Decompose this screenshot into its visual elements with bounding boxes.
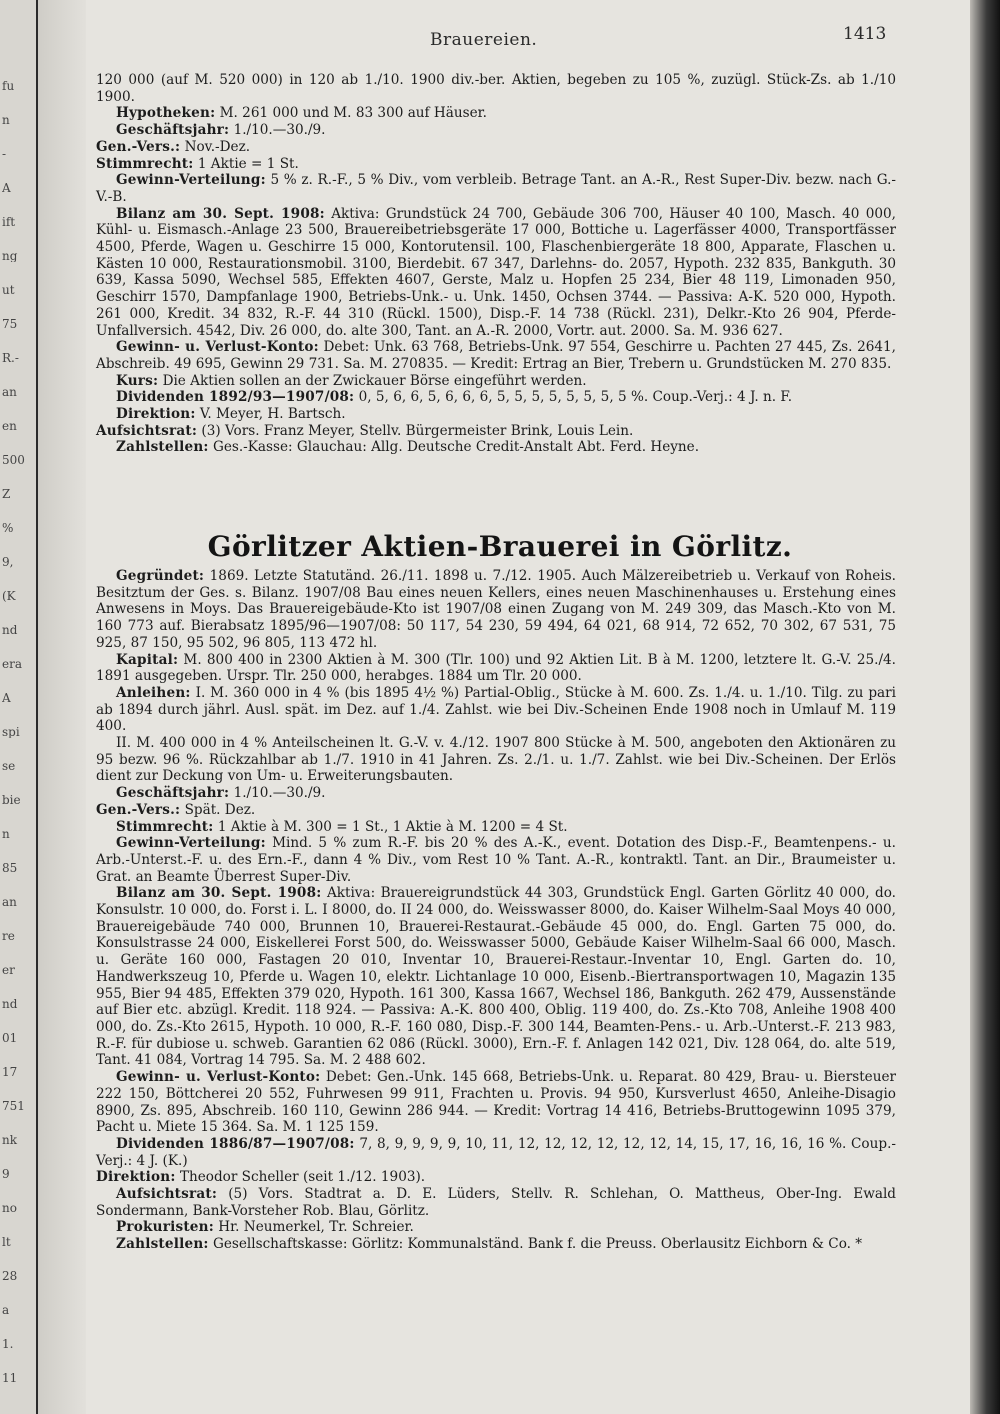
entry-paragraph [96, 122, 896, 139]
entry-paragraph [96, 1236, 896, 1253]
field-text: Theodor Scheller (seit 1./12. 1903). [179, 1169, 426, 1186]
left-page-fragment: ut [2, 284, 15, 296]
field-label: Gen.-Vers.: [96, 138, 181, 155]
field-text: (5) Vors. Stadtrat a. D. E. Lüders, Stellv. R. Schlehan, O. Mattheus, Ober-Ing. Ewald Sondermann, Bank-Vorsteher Rob. Blau, Görlitz. [96, 1186, 896, 1219]
field-text: M. 800 400 in 2300 Aktien à M. 300 (Tlr. 100) und 92 Aktien Lit. B à M. 1200, letztere lt. G.-V. 25./4. 1891 ausgegeben. Urspr. Tlr. 250 000, herabges. 1884 um Tlr. 20 000. [96, 651, 896, 685]
entry-paragraph [96, 1219, 896, 1236]
left-page-fragment: n [2, 828, 10, 840]
page-gutter [38, 0, 86, 1414]
field-label: Zahlstellen: [116, 1236, 209, 1253]
field-label: Direktion: [96, 1169, 176, 1186]
field-label: Stimmrecht: [116, 818, 214, 835]
field-label: Prokuristen: [116, 1219, 214, 1236]
field-text: I. M. 360 000 in 4 % (bis 1895 4½ %) Partial-Oblig., Stücke à M. 600. Zs. 1./4. u. 1./10. Tilg. zu pari ab 1894 durch jährl. Ausl. spät. im Dez. auf 1./4. Zahlst. wie bei Div.-Scheinen Ende 1908 noch in Umlauf M. 119 400. [96, 684, 896, 735]
field-text: Debet: Unk. 63 768, Betriebs-Unk. 97 554, Geschirre u. Pachten 27 445, Zs. 2641, Abschreib. 49 695, Gewinn 29 731. Sa. M. 270835. — Kredit: Ertrag an Bier, Trebern u. Grundstücken M. 270 835. [96, 339, 896, 372]
field-text: Aktiva: Brauereigrundstück 44 303, Grundstück Engl. Garten Görlitz 40 000, do. Konsulstr. 10 000, do. Forst i. L. I 8000, do. II 24 000, do. Weisswasser 8000, do. Kaiser Wilhelm-Saal Moys 40 000, Brauereigebäude 740 000, Brunnen 10, Brauerei-Restaurat.-Gebäude 45 000, do. Engl. Garten 75 000, do. Konsulstrasse 24 000, Eiskellerei Forst 500, do. Weisswasser 5000, Gebäude Kaiser Wilhelm-Saal 66 000, Masch. u. Geräte 160 000, Fastagen 20 010, Inventar 10, Brauerei-Restaur.-Inventar 10, Engl. Garten do. 10, Handwerkszeug 10, Pferde u. Wagen 10, elektr. Lichtanlage 10 000, Eisenb.-Biertransportwagen 10, Magazin 135 955, Bier 94 485, Effekten 379 020, Hypoth. 161 300, Kassa 1667, Wechsel 186, Bankguth. 262 479, Aussenstände auf Bier etc. abzügl. Kredit. 118 924. — Passiva: A.-K. 800 400, Oblig. 119 400, do. Zs.-Kto 708, Anleihe 1908 400 000, do. Zs.-Kto 2615, Hypoth. 10 000, R.-F. 160 080, Disp.-F. 300 144, Beamten-Pens.- u. Arb.-Unterst.-F. 213 983, R.-F. für dubiose u. schweb. Garantien 62 086 (Rückl. 3000), Ern.-F. f. Anlagen 142 021, Div. 128 064, do. alte 519, Tant. 41 084, Vortrag 14 795. Sa. M. 2 488 602. [96, 885, 896, 1069]
left-page-fragment: en [2, 420, 17, 432]
entry-paragraph [96, 206, 896, 340]
left-page-fragment: a [2, 1304, 10, 1316]
field-label: Bilanz am 30. Sept. 1908: [116, 885, 322, 902]
field-label: Hypotheken: [116, 105, 216, 122]
entry-paragraph [96, 568, 896, 652]
entry-paragraph [96, 139, 896, 156]
left-page-fragment: nk [2, 1134, 17, 1146]
field-text: 1 Aktie = 1 St. [197, 155, 299, 172]
entry-paragraph [96, 685, 896, 735]
field-text: M. 261 000 und M. 83 300 auf Häuser. [219, 105, 487, 122]
field-label: Dividenden 1892/93—1907/08: [116, 389, 355, 406]
field-text: Gesellschaftskasse: Görlitz: Kommunalständ. Bank f. die Preuss. Oberlausitz Eichborn & Co. * [212, 1236, 863, 1253]
entry-paragraph [96, 819, 896, 836]
entry-paragraph [96, 423, 896, 440]
previous-company-entry [96, 72, 896, 456]
field-text: Spät. Dez. [184, 801, 256, 818]
field-label: Kapital: [116, 651, 179, 668]
page-number: 1413 [843, 24, 887, 44]
left-page-fragment: 85 [2, 862, 18, 874]
entry-paragraph [96, 156, 896, 173]
field-label: Gewinn-Verteilung: [116, 172, 266, 189]
left-page-fragment: 1. [2, 1338, 14, 1350]
entry-paragraph [96, 885, 896, 1069]
running-head: Brauereien. [430, 30, 538, 50]
entry-paragraph [96, 1136, 896, 1169]
field-label: Geschäftsjahr: [116, 785, 230, 802]
left-page-fragment: no [2, 1202, 17, 1214]
left-page-fragment: R.- [2, 352, 19, 364]
field-label: Zahlstellen: [116, 439, 209, 456]
field-text: Die Aktien sollen an der Zwickauer Börse eingeführt werden. [162, 372, 587, 389]
entry-paragraph [96, 339, 896, 372]
field-label: Anleihen: [116, 684, 191, 701]
left-page-fragment: 17 [2, 1066, 18, 1078]
field-label: Gewinn-Verteilung: [116, 835, 266, 852]
field-label: Gewinn- u. Verlust-Konto: [116, 1069, 321, 1086]
left-page-fragment: 9, [2, 556, 14, 568]
left-page-fragment: % [2, 522, 14, 534]
entry-paragraph [96, 1069, 896, 1136]
field-label: Geschäftsjahr: [116, 122, 230, 139]
field-label: Gen.-Vers.: [96, 801, 181, 818]
company-title: Görlitzer Aktien-Brauerei in Görlitz. [207, 530, 793, 563]
field-text: 0, 5, 6, 6, 5, 6, 6, 6, 5, 5, 5, 5, 5, 5, 5, 5 %. Coup.-Verj.: 4 J. n. F. [358, 389, 793, 406]
entry-paragraph [96, 1186, 896, 1219]
left-page-fragment: 75 [2, 318, 18, 330]
left-page-fragment: ng [2, 250, 18, 262]
field-text: V. Meyer, H. Bartsch. [199, 406, 346, 423]
field-label: Aufsichtsrat: [96, 422, 198, 439]
left-page-fragment: re [2, 930, 15, 942]
left-page-fragment: se [2, 760, 16, 772]
left-page-fragment: 751 [2, 1100, 25, 1112]
left-page-fragment: (K [2, 590, 16, 602]
entry-paragraph [96, 105, 896, 122]
field-text: Mind. 5 % zum R.-F. bis 20 % des A.-K., event. Dotation des Disp.-F., Beamtenpens.- u. Arb.-Unterst.-F. u. des Ern.-F., dann 4 % Div., vom Rest 10 % Tant. A.-R., kontraktl. Tant. an Dir., Braumeister u. Grat. an Beamte Überrest Super-Div. [96, 835, 896, 885]
left-page-fragment: er [2, 964, 15, 976]
left-page-fragment: lt [2, 1236, 11, 1248]
entry-paragraph [96, 406, 896, 423]
field-label: Kurs: [116, 372, 159, 389]
field-text: Ges.-Kasse: Glauchau: Allg. Deutsche Credit-Anstalt Abt. Ferd. Heyne. [212, 439, 700, 456]
left-page-fragment: A [2, 692, 11, 704]
left-page-fragment: fu [2, 80, 15, 92]
field-label: Dividenden 1886/87—1907/08: [116, 1135, 355, 1152]
field-text: (3) Vors. Franz Meyer, Stellv. Bürgermeister Brink, Louis Lein. [201, 422, 634, 439]
left-page-fragment: bie [2, 794, 21, 806]
field-text: 120 000 (auf M. 520 000) in 120 ab 1./10. 1900 div.-ber. Aktien, begeben zu 105 %, zuzügl. Stück-Zs. ab 1./10 1900. [96, 72, 896, 105]
field-text: 5 % z. R.-F., 5 % Div., vom verbleib. Betrage Tant. an A.-R., Rest Super-Div. bezw. nach G.-V.-B. [96, 172, 896, 205]
left-page-fragment: 9 [2, 1168, 10, 1180]
left-page-fragment: era [2, 658, 22, 670]
left-page-fragment: n [2, 114, 10, 126]
left-page-fragment: 28 [2, 1270, 18, 1282]
left-page-fragment: spi [2, 726, 20, 738]
left-page-fragment: nd [2, 624, 18, 636]
entry-paragraph [96, 439, 896, 456]
entry-paragraph [96, 735, 896, 785]
entry-paragraph [96, 802, 896, 819]
page-edge-shadow [970, 0, 1000, 1414]
field-text: Debet: Gen.-Unk. 145 668, Betriebs-Unk. u. Reparat. 80 429, Brau- u. Biersteuer 222 150, Böttcherei 20 552, Fuhrwesen 99 911, Frachten u. Provis. 94 950, Kursverlust 4650, Anleihe-Disagio 8900, Zs. 895, Abschreib. 160 110, Gewinn 286 944. — Kredit: Vortrag 14 416, Betriebs-Bruttogewinn 1095 379, Pacht u. Miete 15 364. Sa. M. 1 125 159. [96, 1069, 896, 1136]
field-text: Nov.-Dez. [184, 138, 251, 155]
entry-paragraph [96, 172, 896, 205]
field-text: Hr. Neumerkel, Tr. Schreier. [218, 1219, 414, 1236]
left-page-fragment: nd [2, 998, 18, 1010]
left-page-fragment: 500 [2, 454, 25, 466]
field-label: Gewinn- u. Verlust-Konto: [116, 339, 319, 356]
field-text: 1 Aktie à M. 300 = 1 St., 1 Aktie à M. 1200 = 4 St. [217, 818, 568, 835]
left-page-fragment: an [2, 896, 17, 908]
entry-paragraph [96, 373, 896, 390]
field-text: 1./10.—30./9. [233, 122, 326, 139]
left-page-fragment: 11 [2, 1372, 18, 1384]
field-text: 1./10.—30./9. [233, 785, 326, 802]
entry-paragraph [96, 389, 896, 406]
field-text: Aktiva: Grundstück 24 700, Gebäude 306 700, Häuser 40 100, Masch. 40 000, Kühl- u. Eismasch.-Anlage 23 500, Brauereibetriebsgeräte 17 000, Bottiche u. Lagerfässer 4000, Transportfässer 4500, Pferde, Wagen u. Geschirre 15 000, Kontorutensil. 100, Flaschenbiergeräte 18 800, Apparate, Flaschen u. Kästen 10 000, Restaurationsmobil. 3100, Bierdebit. 67 347, Darlehns- do. 2057, Hypoth. 232 835, Bankguth. 30 639, Kassa 5090, Wechsel 585, Effekten 4607, Gerste, Malz u. Hopfen 25 234, Bier 48 119, Limonaden 950, Geschirr 1570, Dampfanlage 1900, Betriebs-Unk.- u. Unk. 1450, Ochsen 3744. — Passiva: A-K. 520 000, Hypoth. 261 000, Kredit. 34 832, R.-F. 44 310 (Rückl. 1500), Disp.-F. 14 738 (Rückl. 231), Delkr.-Kto 26 904, Pferde-Unfallversich. 4542, Div. 26 000, do. alte 300, Tant. an A.-R. 2000, Vortr. aut. 2000. Sa. M. 936 627. [96, 205, 896, 339]
left-page-fragment: - [2, 148, 7, 160]
entry-paragraph [96, 72, 896, 105]
field-label: Direktion: [116, 406, 196, 423]
field-label: Aufsichtsrat: [116, 1186, 218, 1203]
field-text: 7, 8, 9, 9, 9, 9, 10, 11, 12, 12, 12, 12, 12, 12, 14, 15, 17, 16, 16, 16 %. Coup.-Verj.: 4 J. (K.) [96, 1135, 896, 1169]
left-page-fragment: ift [2, 216, 16, 228]
entry-paragraph [96, 652, 896, 685]
entry-paragraph [96, 835, 896, 885]
field-text: 1869. Letzte Statutänd. 26./11. 1898 u. 7./12. 1905. Auch Mälzereibetrieb u. Verkauf von Roheis. Besitztum der Ges. s. Bilanz. 1907/08 Bau eines neuen Kellers, eines neuen Maschinenhauses u. Erstehung eines Anwesens in Moys. Das Brauereigebäude-Kto ist 1907/08 einen Zugang von M. 249 309, das Masch.-Kto von M. 160 773 auf. Bierabsatz 1895/96—1907/08: 50 117, 54 230, 59 494, 64 021, 68 914, 72 652, 70 302, 67 531, 75 925, 87 150, 95 502, 96 805, 113 472 hl. [96, 568, 896, 651]
company-entry-goerlitzer [96, 568, 896, 1253]
field-label: Bilanz am 30. Sept. 1908: [116, 205, 325, 222]
left-page-fragment: 01 [2, 1032, 18, 1044]
field-text: II. M. 400 000 in 4 % Anteilscheinen lt. G.-V. v. 4./12. 1907 800 Stücke à M. 500, angeboten den Aktionären zu 95 bezw. 96 %. Rückzahlbar ab 1./7. 1910 in 41 Jahren. Zs. 2./1. u. 1./7. Zahlst. wie bei Div.-Scheinen. Der Erlös dient zur Deckung von Um- u. Erweiterungsbauten. [96, 735, 896, 785]
left-page-fragment: an [2, 386, 17, 398]
left-page-fragment: Z [2, 488, 11, 500]
entry-paragraph [96, 785, 896, 802]
field-label: Stimmrecht: [96, 155, 194, 172]
field-label: Gegründet: [116, 568, 205, 584]
entry-paragraph [96, 1169, 896, 1186]
left-page-fragment: A [2, 182, 11, 194]
